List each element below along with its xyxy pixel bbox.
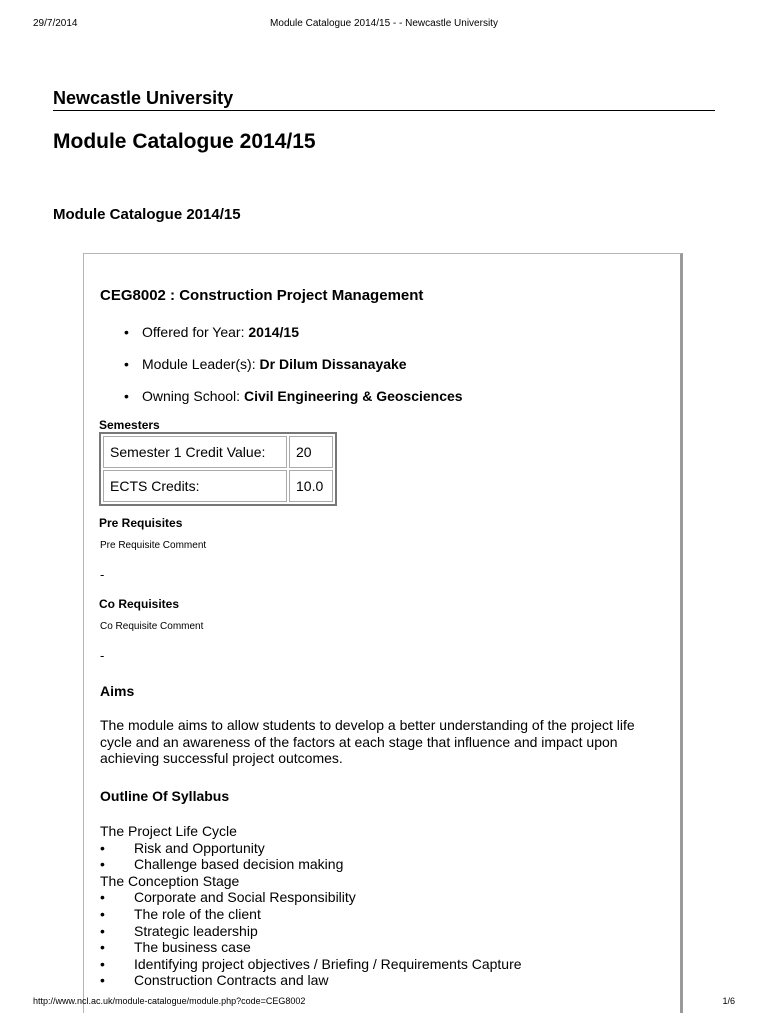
list-item: • Construction Contracts and law — [100, 972, 522, 989]
co-requisites-label: Co Requisites — [99, 597, 180, 611]
module-panel — [83, 253, 683, 1013]
info-school — [124, 388, 463, 420]
syllabus-heading: Outline Of Syllabus — [100, 788, 230, 804]
list-item: • The role of the client — [100, 906, 522, 923]
syllabus-subhead: The Conception Stage — [100, 872, 240, 889]
pre-requisites-label: Pre Requisites — [99, 516, 183, 530]
print-title: Module Catalogue 2014/15 - - Newcastle University — [270, 18, 498, 29]
pre-requisite-comment: Pre Requisite Comment — [100, 540, 207, 551]
header-rule — [53, 110, 715, 111]
info-leader — [124, 356, 463, 388]
table-row — [103, 436, 333, 468]
semesters-table — [99, 432, 337, 506]
list-item: • Corporate and Social Responsibility — [100, 889, 522, 906]
table-cell: 20 — [289, 436, 333, 468]
info-value: Dr Dilum Dissanayake — [259, 356, 407, 372]
info-label: Offered for Year: — [142, 324, 249, 340]
aims-heading: Aims — [100, 683, 135, 699]
syllabus-list — [100, 823, 522, 989]
info-label: Module Leader(s): — [142, 356, 260, 372]
print-date: 29/7/2014 — [33, 18, 78, 29]
info-value: 2014/15 — [248, 324, 299, 340]
info-value: Civil Engineering & Geosciences — [243, 388, 463, 404]
section-title: Module Catalogue 2014/15 — [53, 206, 241, 223]
site-name[interactable]: Newcastle University — [53, 88, 234, 108]
pre-requisite-value: - — [100, 567, 105, 582]
module-info-list — [124, 324, 463, 420]
list-item: • Strategic leadership — [100, 923, 522, 940]
list-item: • Challenge based decision making — [100, 856, 522, 873]
semesters-label: Semesters — [99, 418, 160, 432]
table-cell: ECTS Credits: — [103, 470, 287, 502]
module-title: CEG8002 : Construction Project Management — [100, 287, 424, 304]
list-item: • Risk and Opportunity — [100, 840, 522, 857]
co-requisite-value: - — [100, 648, 105, 663]
table-row — [103, 470, 333, 502]
list-item: • The business case — [100, 939, 522, 956]
table-cell: 10.0 — [289, 470, 333, 502]
aims-text: The module aims to allow students to develop a better understanding of the project life cycle and an awareness of the factors at each stage that influence and impact upon achieving successful project outcomes. — [100, 717, 635, 766]
syllabus-subhead: The Project Life Cycle — [100, 823, 237, 839]
info-label: Owning School: — [142, 388, 244, 404]
co-requisite-comment: Co Requisite Comment — [100, 621, 204, 632]
page-title: Module Catalogue 2014/15 — [53, 130, 316, 153]
info-year — [124, 324, 463, 356]
page-number: 1/6 — [722, 996, 735, 1006]
table-cell: Semester 1 Credit Value: — [103, 436, 287, 468]
print-url[interactable]: http://www.ncl.ac.uk/module-catalogue/module.php?code=CEG8002 — [33, 996, 306, 1006]
list-item: • Identifying project objectives / Briefing / Requirements Capture — [100, 956, 522, 973]
